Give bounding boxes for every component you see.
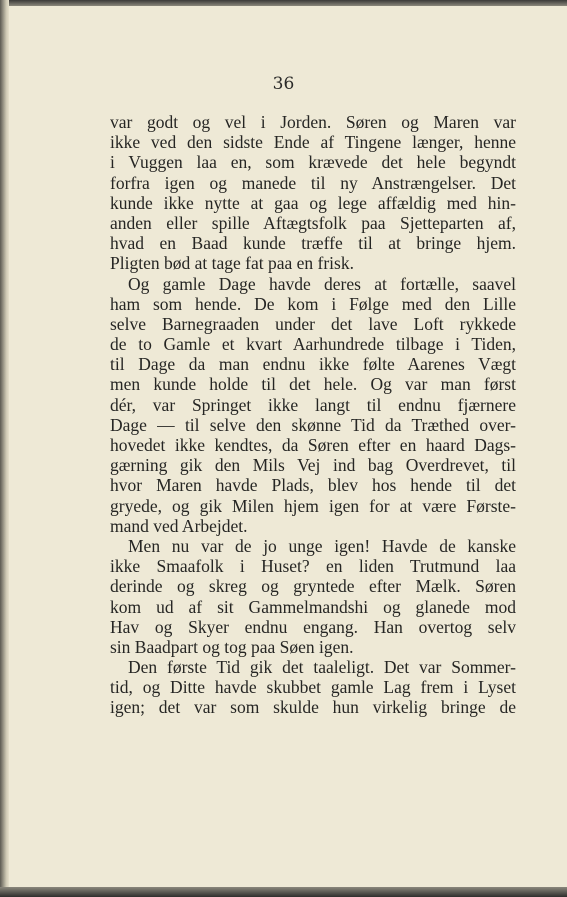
- text-line: igen; det var som skulde hun virkelig bringe de: [110, 697, 516, 718]
- text-line: derinde og skreg og gryntede efter Mælk. Søren: [110, 576, 516, 597]
- text-line: Og gamle Dage havde deres at fortælle, saavel: [128, 273, 516, 294]
- text-line: ikke Smaafolk i Huset? en liden Trutmund laa: [110, 556, 516, 577]
- text-line: Men nu var de jo unge igen! Havde de kanske: [128, 535, 516, 556]
- text-line: hovedet ikke kendtes, da Søren efter en haard Dags-: [110, 435, 516, 455]
- text-line: anden eller spille Aftægtsfolk paa Sjetteparten af,: [110, 212, 516, 233]
- text-line: Pligten bød at tage fat paa en frisk.: [110, 253, 354, 274]
- text-line: sin Baadpart og tog paa Søen igen.: [110, 636, 354, 657]
- text-line: gryede, og gik Milen hjem igen for at være Første-: [110, 495, 516, 516]
- page-binding-edge: [0, 0, 9, 897]
- text-line: til Dage da man endnu ikke følte Aarenes Vægt: [110, 354, 516, 375]
- text-line: dér, var Springet ikke langt til endnu fjærnere: [110, 394, 516, 415]
- text-line: men kunde holde til det hele. Og var man først: [110, 374, 516, 395]
- text-line: mand ved Arbejdet.: [110, 515, 248, 536]
- text-line: gærning gik den Mils Vej ind bag Overdrevet, til: [110, 455, 516, 476]
- page-bottom-edge: [0, 887, 567, 897]
- text-line: var godt og vel i Jorden. Søren og Maren var: [110, 112, 516, 132]
- text-line: selve Barnegraaden under det lave Loft rykkede: [110, 313, 516, 334]
- body-text: [110, 112, 516, 718]
- page-number: 36: [272, 74, 295, 94]
- text-line: ikke ved den sidste Ende af Tingene længer, henne: [110, 132, 516, 153]
- text-line: tid, og Ditte havde skubbet gamle Lag frem i Lyset: [110, 677, 516, 698]
- text-line: Dage — til selve den skønne Tid da Træthed over-: [110, 414, 516, 435]
- text-line: Den første Tid gik det taaleligt. Det var Sommer-: [128, 657, 516, 678]
- page-top-edge: [0, 0, 567, 6]
- text-line: kunde ikke nytte at gaa og lege affældig med hin-: [110, 192, 516, 213]
- text-line: de to Gamle et kvart Aarhundrede tilbage i Tiden,: [110, 334, 516, 355]
- text-line: kom ud af sit Gammelmandshi og glanede mod: [110, 596, 516, 617]
- text-line: Hav og Skyer endnu engang. Han overtog selv: [110, 616, 516, 637]
- text-line: i Vuggen laa en, som krævede det hele begyndt: [110, 152, 516, 173]
- text-line: forfra igen og manede til ny Anstrængelser. Det: [110, 172, 516, 193]
- text-line: hvad en Baad kunde træffe til at bringe hjem.: [110, 233, 516, 254]
- text-line: hvor Maren havde Plads, blev hos hende til det: [110, 475, 516, 496]
- text-line: ham som hende. De kom i Følge med den Lille: [110, 293, 516, 314]
